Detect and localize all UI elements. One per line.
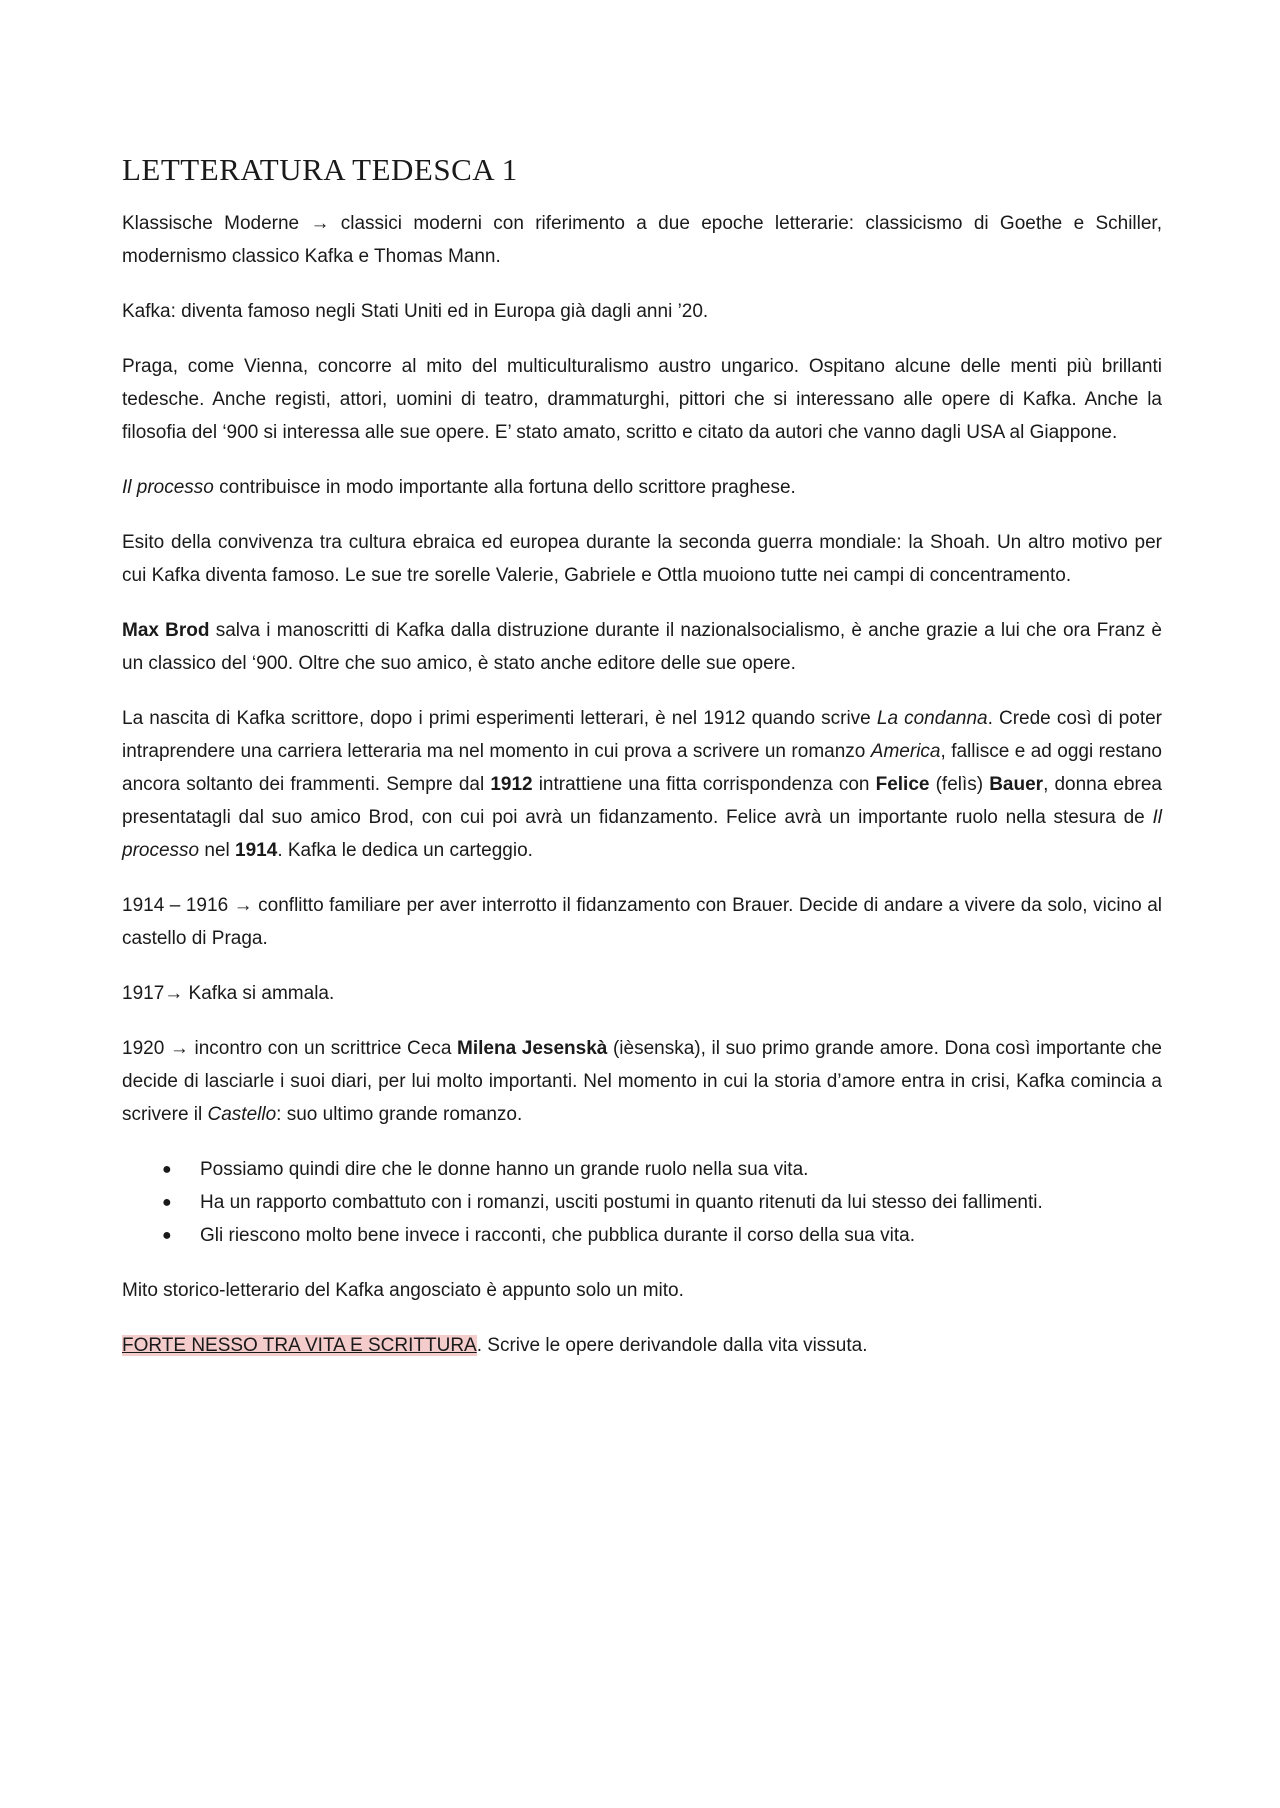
paragraph-mito [122,1274,1162,1307]
paragraph-text: , donna ebrea presentatagli dal suo amico Brod, con cui poi avrà un fidanzamento. Felice avrà un importante ruolo nella stesura de [122,774,1162,828]
list-item-text: Ha un rapporto combattuto con i romanzi, usciti postumi in quanto ritenuti da lui stesso dei fallimenti. [200,1192,1043,1213]
bold-term: Milena Jesenskà [457,1038,608,1059]
highlighted-text: FORTE NESSO TRA VITA E SCRITTURA [122,1335,477,1356]
paragraph-text: contribuisce in modo importante alla fortuna dello scrittore praghese. [213,477,796,498]
paragraph-1917 [122,977,1162,1010]
paragraph-text: . Kafka le dedica un carteggio. [277,840,533,861]
paragraph-praga [122,350,1162,449]
italic-title: Castello [207,1104,277,1125]
list-item-text: Possiamo quindi dire che le donne hanno un grande ruolo nella sua vita. [200,1159,809,1180]
document-page [122,150,1162,1384]
paragraph-1914-1916 [122,889,1162,955]
paragraph-text: (ièsenska), il suo primo grande amore. Dona così importante che decide di lasciarle i suoi diari, per lui molto importanti. Nel momento in cui la storia d’amore entra in crisi, Kafka comincia a scrivere il [122,1038,1162,1125]
list-item [122,1219,1162,1252]
paragraph-text: : suo ultimo grande romanzo. [276,1104,523,1125]
page-title: LETTERATURA TEDESCA 1 [122,152,518,187]
bullet-icon: ● [162,1161,172,1178]
paragraph-text: Klassische Moderne → classici moderni con riferimento a due epoche letterarie: classicismo di Goethe e Schiller, modernismo classico Kafka e Thomas Mann. [122,213,1162,267]
paragraph-kafka-famoso [122,295,1162,328]
paragraph-text: Praga, come Vienna, concorre al mito del multiculturalismo austro ungarico. Ospitano alcune delle menti più brillanti tedesche. Anche registi, attori, uomini di teatro, drammaturghi, pittori che si interessano alle opere di Kafka. Anche la filosofia del ‘900 si interessa alle sue opere. E’ stato amato, scritto e citato da autori che vanno dagli USA al Giappone. [122,356,1162,443]
paragraph-text: , fallisce e ad oggi restano ancora soltanto dei frammenti. Sempre dal [122,741,1162,795]
bold-term: Felice [875,774,930,795]
paragraph-text: Mito storico-letterario del Kafka angosciato è appunto solo un mito. [122,1280,684,1301]
bold-term: Max Brod [122,620,210,641]
italic-title: Il processo [122,477,214,498]
paragraph-shoah [122,526,1162,592]
list-item [122,1153,1162,1186]
italic-title: Il processo [122,807,1162,861]
paragraph-text: . Crede così di poter intraprendere una carriera letteraria ma nel momento in cui prova a scrivere un romanzo [122,708,1162,762]
paragraph-text: (felìs) [929,774,990,795]
paragraph-il-processo [122,471,1162,504]
paragraph-text: nel [199,840,236,861]
bold-term: 1912 [490,774,533,795]
paragraph-klassische-moderne [122,207,1162,273]
bullet-icon: ● [162,1227,172,1244]
paragraph-text: intrattiene una fitta corrispondenza con [532,774,876,795]
paragraph-text: 1914 – 1916 → conflitto familiare per aver interrotto il fidanzamento con Brauer. Decide di andare a vivere da solo, vicino al castello di Praga. [122,895,1162,949]
paragraph-text: . Scrive le opere derivandole dalla vita vissuta. [476,1335,868,1356]
bullet-list [122,1153,1162,1252]
paragraph-forte-nesso [122,1329,1162,1362]
bold-term: Bauer [989,774,1044,795]
paragraph-text: Esito della convivenza tra cultura ebraica ed europea durante la seconda guerra mondiale: la Shoah. Un altro motivo per cui Kafka diventa famoso. Le sue tre sorelle Valerie, Gabriele e Ottla muoiono tutte nei campi di concentramento. [122,532,1162,586]
paragraph-text: salva i manoscritti di Kafka dalla distruzione durante il nazionalsocialismo, è anche grazie a lui che ora Franz è un classico del ‘900. Oltre che suo amico, è stato anche editore delle sue opere. [122,620,1162,674]
list-item [122,1186,1162,1219]
paragraph-1920 [122,1032,1162,1131]
paragraph-text: Kafka: diventa famoso negli Stati Uniti ed in Europa già dagli anni ’20. [122,301,709,322]
paragraph-text: 1920 → incontro con un scrittrice Ceca [122,1038,458,1059]
paragraph-max-brod [122,614,1162,680]
paragraph-nascita-scrittore [122,702,1162,867]
bold-term: 1914 [235,840,278,861]
italic-title: America [870,741,941,762]
paragraph-text: 1917→ Kafka si ammala. [122,983,335,1004]
bullet-icon: ● [162,1194,172,1211]
paragraph-text: La nascita di Kafka scrittore, dopo i primi esperimenti letterari, è nel 1912 quando scrive [122,708,877,729]
list-item-text: Gli riescono molto bene invece i racconti, che pubblica durante il corso della sua vita. [200,1225,915,1246]
italic-title: La condanna [876,708,988,729]
